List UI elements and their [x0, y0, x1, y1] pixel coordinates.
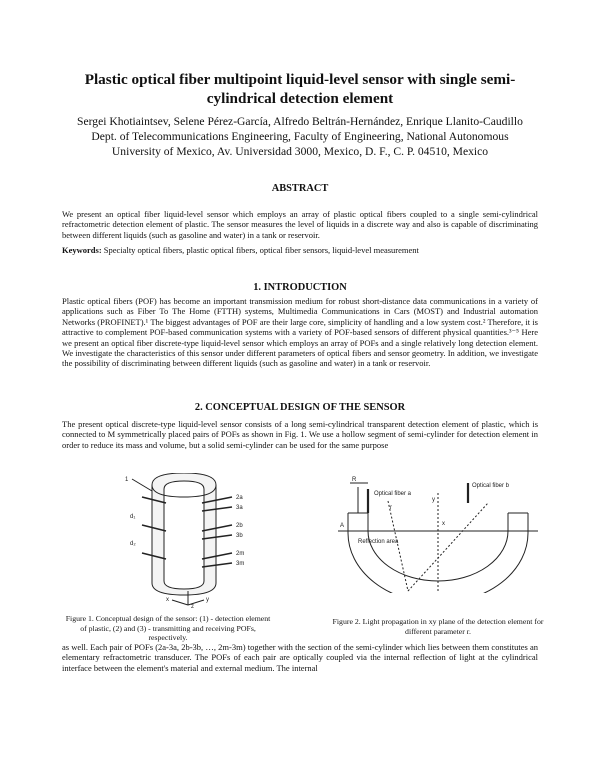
fig1-label-x: x: [166, 597, 169, 603]
fig1-label-y: y: [206, 597, 209, 603]
title-line-1: Plastic optical fiber multipoint liquid-level sensor with single semi-: [84, 71, 516, 88]
fig1-label-3a: 3a: [236, 505, 243, 511]
keywords-text: Specialty optical fibers, plastic optical fibers, optical fiber sensors, liquid-level measurement: [101, 245, 419, 255]
fig1-label-3m: 3m: [236, 561, 245, 567]
fig1-label-2a: 2a: [236, 495, 243, 501]
affiliation-line-2: University of Mexico, Av. Universidad 3000, Mexico, D. F., C. P. 04510, Mexico: [111, 145, 489, 158]
fig1-label-3b: 3b: [236, 533, 243, 539]
fig1-label-2m: 2m: [236, 551, 245, 557]
fig2-label-R: R: [352, 477, 357, 483]
fig1-label-1: 1: [125, 477, 129, 483]
introduction-text: Plastic optical fibers (POF) has become an important transmission medium for robust short-distance data communications in a variety of applications such as Fiber To The Home (FTTH) systems, Multimedia Communications in Cars (MOST) and Industrial automation Networks (PROFINET).¹ The biggest advantages of POF are their large core, simplicity of handling and a low system cost.² Therefore, it is attractive to complement POF-based communication systems with a variety of POF-based sensors of different physical quantities.³⁻⁵ Here we present an optical fiber discrete-type liquid-level sensor which employs an array of POFs and a single relatively long detection element. We investigate the characteristics of this sensor under different parameters of optical fibers and sensor geometry. In addition, we investigate the possibility of discriminating between different liquids (such as gasoline and water) in a tank or reservoir.: [62, 296, 538, 369]
fig1-label-z: z: [191, 604, 194, 608]
fig2-label-r: r: [390, 505, 392, 511]
author-block: [60, 114, 540, 159]
fig1-label-2b: 2b: [236, 523, 243, 529]
fig1-label-d1: d₁: [130, 514, 136, 520]
introduction-heading: 1. INTRODUCTION: [253, 282, 347, 293]
fig2-label-fiber-b: Optical fiber b: [472, 483, 510, 489]
figure-1: [92, 473, 282, 608]
fig2-label-x: x: [442, 521, 445, 527]
keywords-label: Keywords:: [62, 245, 102, 255]
fig1-label-d2: d₂: [130, 541, 136, 547]
figure-1-caption: Figure 1. Conceptual design of the sensor: (1) - detection element of plastic, (2) and (3) - transmitting and receiving POFs, respectively.: [65, 614, 271, 642]
paper-title: [60, 70, 540, 108]
keywords-line: [62, 245, 538, 255]
design-heading: 2. CONCEPTUAL DESIGN OF THE SENSOR: [194, 402, 406, 413]
continued-text: as well. Each pair of POFs (2a-3a, 2b-3b, …, 2m-3m) together with the section of the semi-cylinder which lies between them constitutes an elementary refractometric transducer. The POFs of each pair are optically coupled via the internal reflection of light at the cylindrical interface between the element's material and external medium. The internal: [62, 642, 538, 673]
figure-2: [328, 473, 548, 593]
fig2-label-reflection: Reflection area: [358, 539, 399, 545]
fig2-label-fiber-a: Optical fiber a: [374, 491, 412, 497]
abstract-text: We present an optical fiber liquid-level sensor which employs an array of plastic optical fibers coupled to a single semi-cylindrical refractometric detection element of plastic. The sensor measures the level of liquids in a discrete way and also is capable of discriminating between different liquids (such as gasoline and water) in a tank or reservoir.: [62, 209, 538, 240]
figure-2-caption: Figure 2. Light propagation in xy plane of the detection element for different parameter r.: [332, 617, 544, 636]
fig2-label-A: A: [340, 523, 345, 529]
affiliation-line-1: Dept. of Telecommunications Engineering, Faculty of Engineering, National Autonomous: [91, 130, 509, 143]
title-line-2: cylindrical detection element: [206, 90, 394, 107]
fig2-label-y: y: [432, 497, 435, 503]
design-text: The present optical discrete-type liquid-level sensor consists of a long semi-cylindrical transparent detection element of plastic, which is connected to M symmetrically placed pairs of POFs as shown in Fig. 1. We use a hollow segment of semi-cylinder for detection element in order to reduce its mass and volume, but a solid semi-cylinder can be used for the same purpose: [62, 419, 538, 450]
abstract-heading: ABSTRACT: [271, 183, 329, 194]
author-names: Sergei Khotiaintsev, Selene Pérez-García, Alfredo Beltrán-Hernández, Enrique Llanito-Caudillo: [77, 115, 523, 128]
